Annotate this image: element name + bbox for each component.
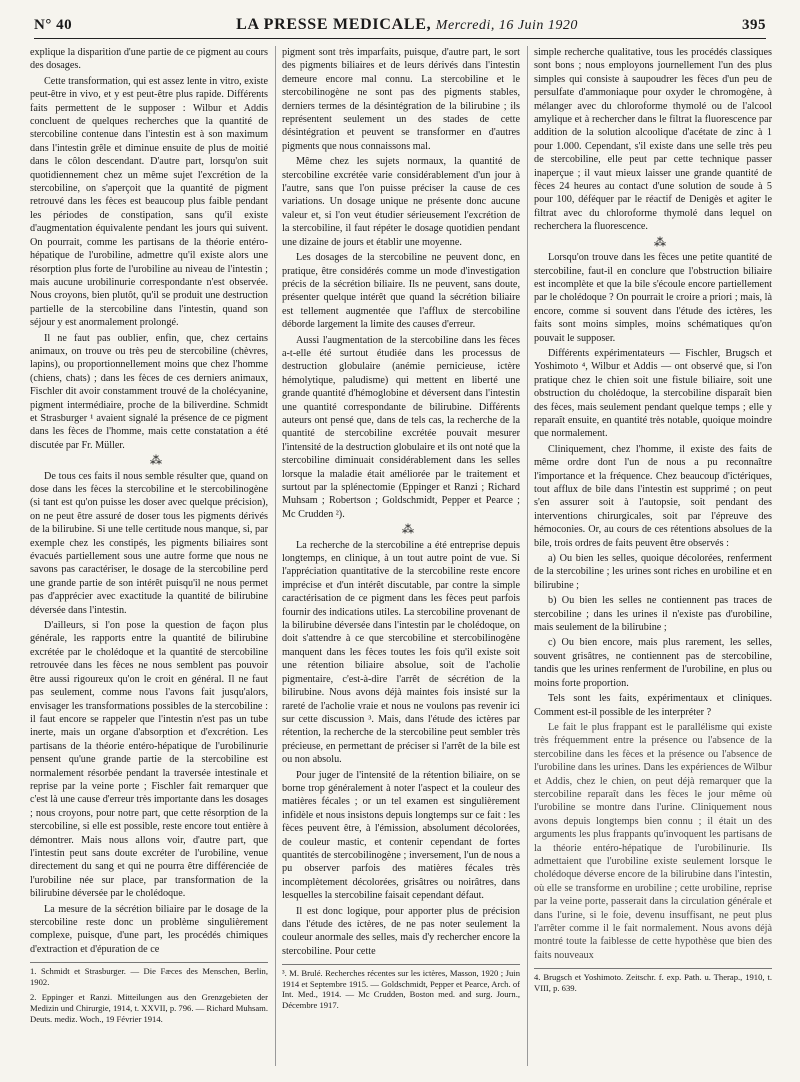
paragraph: Cliniquement, chez l'homme, il existe des faits de même ordre dont l'un de nous a pu reconnaître l'importance et la fréquence. Chez beaucoup d'ictériques, tout afflux de bile dans l'intestin est supprimé ; on peut s'en assurer soit à l'autopsie, soit pendant des interventions chirurgicales, soit par l'épreuve des hémoconies. Or, au cours de ces rétentions absolues de la bile, trois ordres de faits peuvent être observés : — [534, 443, 772, 549]
section-break: ⁂ — [402, 522, 414, 537]
paragraph: Le fait le plus frappant est le parallélisme qui existe très fréquemment entre la présence ou l'absence de la stercobiline dans les fèces et la présence ou l'absence de l'urobiline dans les urines. Dans les expériences de Wilbur et Addis, chez le chien, on peut déjà remarquer que la stercobiline reparaît dans les fèces le jour même où l'urobiline se montre dans l'urine. Cliniquement nous avons depuis longtemps bien connu ; il était un des arguments les plus frappants qu'invoquent les partisans de la théorie entéro-hépatique de l'urobilinurie. Ils admettaient que l'urobiline existe seulement lorsque le cholédoque déverse encore de la bilirubine dans l'intestin, où elle se transforme en urobiline ; cette urobiline, reprise par la veine porte, passerait dans la circulation générale et dans l'urine, si le foie, devenu insuffisant, ne peut plus l'arrêter comme il le fait normalement. Nous avons déjà montré toute la faiblesse de cette hypothèse que bien des faits nouveaux — [534, 721, 772, 961]
paragraph: De tous ces faits il nous semble résulter que, quand on dose dans les fèces la stercobiline et le stercobilinogène (si tant est qu'on puisse les doser avec quelque précision), on ne peut être assuré de doser tous les pigments dérivés de la bilirubine. Si une telle certitude nous manque, si, par exemple chez les constipés, les pigments biliaires sont évacués partiellement sous une autre forme que nous ne savons pas caractériser, le dosage de la stercobiline perd une grande partie de son intérêt puisqu'il ne nous permet pas d'apprécier avec exactitude la quantité de bilirubine déversée dans l'intestin. — [30, 470, 268, 616]
paragraph: Différents expérimentateurs — Fischler, Brugsch et Yoshimoto ⁴, Wilbur et Addis — ont observé que, si l'on pratique chez le chien soit une fistule biliaire, soit une obstruction du cholédoque, la stercobiline disparaît bien des fèces, mais seulement pendant quelque temps ; elle y reparaît ensuite, en quantité très notable, quoique moindre que normalement. — [534, 347, 772, 440]
paragraph: D'ailleurs, si l'on pose la question de façon plus générale, les rapports entre la quantité de bilirubine excrétée par le cholédoque et la quantité de stercobiline retrouvée dans les fèces ne nous semblent pas pouvoir être aussi rigoureux qu'on le croit en général. Il ne faut pas seulement, comme nous l'avons fait jusqu'alors, envisager les transformations possibles de la stercobiline : il faut encore se rappeler que l'intestin n'est pas un tube inerte, mais un organe d'absorption et d'excrétion. Les partisans de la théorie entéro-hépatique de l'urobilinurie pensent qu'une grande partie de la stercobiline est normalement résorbée pendant la traversée intestinale et reprise par la veine porte ; Fischler fait remarquer que c'est là une cause d'erreur très importante dans les dosages ; nous croyons, pour notre part, que cette résorption de la stercobiline, si elle est possible, reste encore tout entière à démontrer. Mais nous allons voir, d'autre part, que l'intestin peut sans doute excréter de l'urobiline, venue directement du sang et qui ne pourra être différenciée de l'urobiline née sur place, par transformation de la bilirubine déversée par le cholédoque. — [30, 620, 268, 900]
column-3 — [534, 46, 772, 995]
paragraph: Même chez les sujets normaux, la quantité de stercobiline excrétée varie considérablement d'un jour à l'autre, sans que l'on puisse préciser la cause de ces variations. Un dosage unique ne présente donc aucune valeur et, si l'on veut étudier sérieusement l'excrétion de la stercobiline, il faut répéter le dosage quotidien pendant une dizaine de jours et établir une moyenne. — [282, 156, 520, 248]
paragraph: pigment sont très imparfaits, puisque, d'autre part, le sort des pigments biliaires et de leurs dérivés dans l'intestin demeure encore mal connu. La stercobiline et le stercobilinogène ne sont pas des pigments stables, derniers termes de la désintégration de la bilirubine ; ils représentent seulement un des stades de cette désintégration et peuvent se transformer en d'autres pigments que nous connaissons mal. — [282, 47, 520, 152]
paragraph: Les dosages de la stercobiline ne peuvent donc, en pratique, être considérés comme un mode d'investigation précis de la sécrétion biliaire. Ils ne peuvent, sans doute, présenter quelque intérêt que quand la sécrétion biliaire est tellement augmentée que l'afflux de stercobiline déborde largement la limite des causes d'erreur. — [282, 252, 520, 331]
paragraph: a) Ou bien les selles, quoique décolorées, renferment de la stercobiline ; les urines sont riches en urobiline et en bilirubine ; — [534, 553, 772, 591]
paragraph: Il est donc logique, pour apporter plus de précision dans l'étude des ictères, de ne pas noter seulement la couleur anormale des selles, mais d'y rechercher encore la stercobiline. Pour cette — [282, 905, 520, 957]
paragraph: Cette transformation, qui est assez lente in vitro, existe peut-être in vivo, et y est peut-être plus rapide. Différents faits permettent de le supposer : Wilbur et Addis concluent de quelques recherches que la quantité de stercobiline contenue dans l'intestin est à son maximum dans l'intestin grêle et diminue ensuite de plus de moitié dans le côlon descendant. D'autre part, lorsqu'on suit quotidiennement chez un même sujet l'excrétion de la stercobiline, on s'aperçoit que la quantité de pigment retrouvé dans les fèces est beaucoup plus faible pendant les périodes de constipation, sans qu'il existe d'augmentation équivalente pendant les jours qui suivent. On pourrait, comme les partisans de la théorie entéro-hépatique de l'urobiline, admettre qu'il existe alors une résorption plus forte de l'urobiline au niveau de l'intestin ; mais aucune urobilinurie correspondante n'est observée. Nous croyons, bien plutôt, qu'il se produit une destruction partielle de la stercobiline dans l'intestin, quand son séjour y est anormalement prolongé. — [30, 75, 268, 329]
footnote: 4. Brugsch et Yoshimoto. Zeitschr. f. exp. Path. u. Therap., 1910, t. VIII, p. 639. — [534, 968, 772, 993]
paragraph: Lorsqu'on trouve dans les fèces une petite quantité de stercobiline, faut-il en conclure que l'obstruction biliaire est incomplète et que la bile s'écoule encore partiellement par le cholédoque ? On pourrait le croire a priori ; mais, là encore, comme si souvent dans l'étude des ictères, les faits sont moins simples, moins schématiques qu'on pouvait le supposer. — [534, 252, 772, 344]
page-number: 395 — [742, 17, 766, 33]
issue-number: N° 40 — [34, 17, 73, 33]
paragraph: Aussi l'augmentation de la stercobiline dans les fèces a-t-elle été surtout étudiée dans les processus de destruction globulaire (anémie pernicieuse, ictère hémolytique, paludisme) qui mettent en liberté une grande quantité d'hémoglobine et déversent dans l'intestin une quantité correspondante de bilirubine. Différents auteurs ont pensé que, dans de tels cas, la recherche de la quantité de stercobiline excrétée pouvait mesurer l'intensité de la destruction globulaire et ils ont noté que la stercobiline diminuait considérablement dans les selles lorsque la maladie était améliorée par le traitement et surtout par la splénectomie (Eppinger et Ranzi ; Richard Muhsam ; Robertson ; Goldschmidt, Pepper et Pearce ; Mc Crudden ²). — [282, 334, 520, 520]
paragraph: c) Ou bien encore, mais plus rarement, les selles, souvent grisâtres, ne contiennent pas de stercobiline, tandis que les urines renferment de l'urobiline, en plus ou moins forte proportion. — [534, 637, 772, 689]
page-header — [34, 16, 766, 39]
footnote: 2. Eppinger et Ranzi. Mitteilungen aus den Grenzgebieten der Medizin und Chirurgie, 1914, t. XXVII, p. 796. — Richard Muhsam. Deuts. mediz. Woch., 19 Février 1914. — [30, 992, 268, 1024]
column-1 — [30, 46, 268, 1026]
footnote: ³. M. Brulé. Recherches récentes sur les ictères, Masson, 1920 ; Juin 1914 et Septembre 1915. — Goldschmidt, Pepper et Pearce, Arch. of Int. Med., 1914. — Mc Crudden, Boston med. and surg. Journ., Décembre 1917. — [282, 964, 520, 1010]
column-2 — [282, 46, 520, 1013]
column-rule — [275, 46, 276, 1066]
issue-date: Mercredi, 16 Juin 1920 — [435, 18, 578, 33]
paragraph: La mesure de la sécrétion biliaire par le dosage de la stercobiline reste donc un problème singulièrement complexe, puisque, d'une part, les procédés chimiques d'extraction et d'épuration de ce — [30, 903, 268, 955]
paragraph: simple recherche qualitative, tous les procédés classiques sont bons ; nous employons journellement l'un des plus simples qui consiste à saupoudrer les fèces d'un peu de persulfate d'ammoniaque pour oxyder le chromogène, à mélanger avec du chloroforme thymolé ou de l'alcool amylique et à rechercher dans le filtrat la fluorescence par addition de la solution alcoolique d'acétate de zinc à 1 pour 1.000. Cependant, s'il existe dans une selle très peu de stercobiline, elle peut par cette technique passer inaperçue ; il vaut mieux laisser une grande quantité de fèces 24 heures au contact d'une solution de soude à 5 pour 100, déféquer par le réactif de Denigès et agiter le filtrat avec du chloroforme thymolé dans lequel on recherchera la fluorescence. — [534, 47, 772, 233]
journal-title: LA PRESSE MEDICALE, — [236, 16, 432, 33]
footnote: 1. Schmidt et Strasburger. — Die Fæces des Menschen, Berlin, 1902. — [30, 962, 268, 987]
masthead — [236, 16, 578, 34]
section-break: ⁂ — [150, 453, 162, 468]
paragraph: b) Ou bien les selles ne contiennent pas traces de stercobiline ; dans les urines il n'existe pas d'urobiline, mais seulement de la bilirubine ; — [534, 595, 772, 634]
paragraph: Tels sont les faits, expérimentaux et cliniques. Comment est-il possible de les interpréter ? — [534, 693, 772, 718]
paragraph: Il ne faut pas oublier, enfin, que, chez certains animaux, on trouve ou très peu de stercobiline (chèvres, lapins), ou proportionnellement moins que chez l'homme (chiens, chats) ; dans les fèces de ces derniers animaux, Fischler dit avoir constamment trouvé de la cholécyanine, pigment intermédiaire, proche de la biliverdine. Schmidt et Strasburger ¹ avaient signalé la présence de ce pigment dans les fèces de l'homme, mais cette constatation a été discutée par Fr. Müller. — [30, 332, 268, 451]
section-break: ⁂ — [654, 234, 666, 249]
paragraph: La recherche de la stercobiline a été entreprise depuis longtemps, en clinique, à un tout autre point de vue. Si l'appréciation quantitative de la stercobiline reste encore imprécise et d'un intérêt discutable, par contre la simple caractérisation de ce pigment dans les fèces peut parfois fournir des indications utiles. La stercobiline provenant de la bilirubine déversée dans l'intestin par le cholédoque, on doit s'attendre à ce que stercobiline et stercobilinogène manquent dans les fèces toutes les fois qu'il existe soit une rétention biliaire absolue, soit de l'acholie pigmentaire, c'est-à-dire l'arrêt de sécrétion de la bilirubine. Nous avons déjà maintes fois insisté sur la rareté de l'acholie vraie et nous ne voulons pas revenir ici sur cette discussion ³. Mais, dans l'étude des ictères par rétention, la recherche de la stercobiline peut sembler très précieuse, en permettant de préciser si l'arrêt de la bile est ou non absolu. — [282, 539, 520, 766]
paragraph: Pour juger de l'intensité de la rétention biliaire, on se borne trop généralement à noter l'aspect et la couleur des matières fécales ; or un tel examen est singulièrement infidèle et nous insistons depuis longtemps sur ce fait : les fèces peuvent être, à l'émission, absolument décolorées, de couleur mastic, et contenir cependant de fortes quantités de stercobilinogène ; inversement, l'un de nous a pu observer parfois des matières fécales très incomplètement décolorées, grisâtres ou noirâtres, dans lesquelles la stercobiline faisait cependant défaut. — [282, 769, 520, 902]
column-rule — [527, 46, 528, 1066]
paragraph: explique la disparition d'une partie de ce pigment au cours des dosages. — [30, 47, 268, 72]
